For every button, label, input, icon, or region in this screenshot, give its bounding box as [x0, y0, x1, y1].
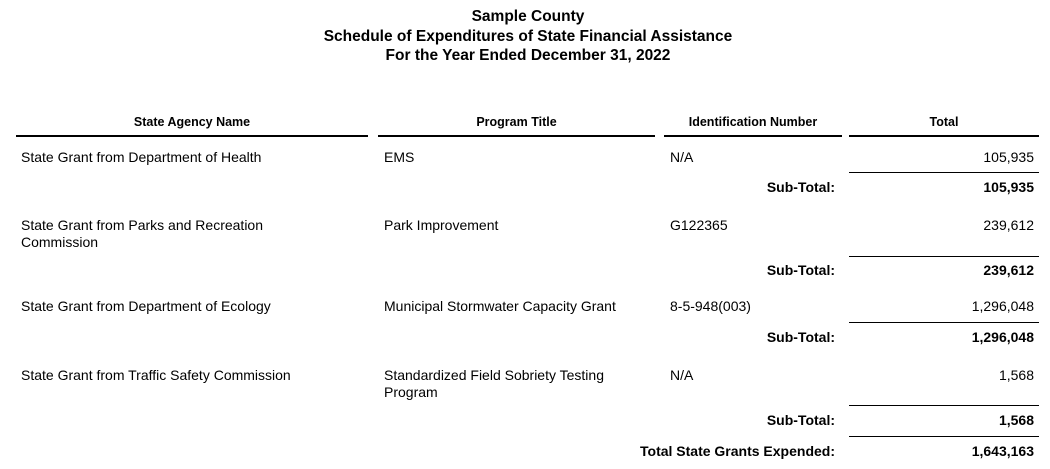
- row-4-subtotal: 1,568: [998, 412, 1034, 428]
- row-2-subtotal-rule: [849, 256, 1039, 257]
- row-4-subtotal-rule: [849, 405, 1039, 406]
- row-1-amount: 105,935: [983, 149, 1034, 165]
- row-2-subtotal-label: Sub-Total:: [766, 262, 835, 278]
- row-3-subtotal-rule: [849, 322, 1039, 323]
- entity-name: Sample County: [471, 8, 585, 25]
- row-2-subtotal: 239,612: [983, 262, 1034, 278]
- header-underline-total: [849, 135, 1039, 137]
- row-1-subtotal: 105,935: [983, 179, 1034, 195]
- column-header-total: Total: [929, 115, 959, 129]
- row-2-agency: State Grant from Parks and Recreation Commission: [21, 217, 263, 250]
- header-underline-agency: [16, 135, 368, 137]
- row-4-id: N/A: [670, 367, 694, 383]
- row-1-id: N/A: [670, 149, 694, 165]
- row-2-program: Park Improvement: [384, 217, 499, 233]
- row-1-program: EMS: [384, 149, 415, 165]
- column-header-program: Program Title: [476, 115, 557, 129]
- row-2-amount: 239,612: [983, 217, 1034, 233]
- row-4-amount: 1,568: [998, 367, 1034, 383]
- grand-total-rule: [849, 436, 1039, 437]
- row-4-agency: State Grant from Traffic Safety Commission: [21, 367, 291, 383]
- report-title-block: [0, 7, 1050, 66]
- row-4-subtotal-label: Sub-Total:: [766, 412, 835, 428]
- header-underline-id: [664, 135, 842, 137]
- row-3-amount: 1,296,048: [971, 298, 1034, 314]
- row-1-subtotal-rule: [849, 172, 1039, 173]
- row-3-agency: State Grant from Department of Ecology: [21, 298, 271, 314]
- header-underline-program: [378, 135, 655, 137]
- row-4-program: Standardized Field Sobriety Testing Program: [384, 367, 604, 400]
- row-3-program: Municipal Stormwater Capacity Grant: [384, 298, 616, 314]
- row-2-id: G122365: [670, 217, 728, 233]
- row-3-id: 8-5-948(003): [670, 298, 751, 314]
- report-title: Schedule of Expenditures of State Financial Assistance: [323, 27, 733, 45]
- row-3-subtotal: 1,296,048: [971, 329, 1034, 345]
- report-period: For the Year Ended December 31, 2022: [385, 47, 671, 64]
- grand-total-label: Total State Grants Expended:: [640, 443, 835, 459]
- grand-total-value: 1,643,163: [971, 443, 1034, 459]
- column-header-id: Identification Number: [688, 115, 818, 129]
- row-1-subtotal-label: Sub-Total:: [766, 179, 835, 195]
- row-3-subtotal-label: Sub-Total:: [766, 329, 835, 345]
- row-1-agency: State Grant from Department of Health: [21, 149, 262, 165]
- column-header-agency: State Agency Name: [133, 115, 251, 129]
